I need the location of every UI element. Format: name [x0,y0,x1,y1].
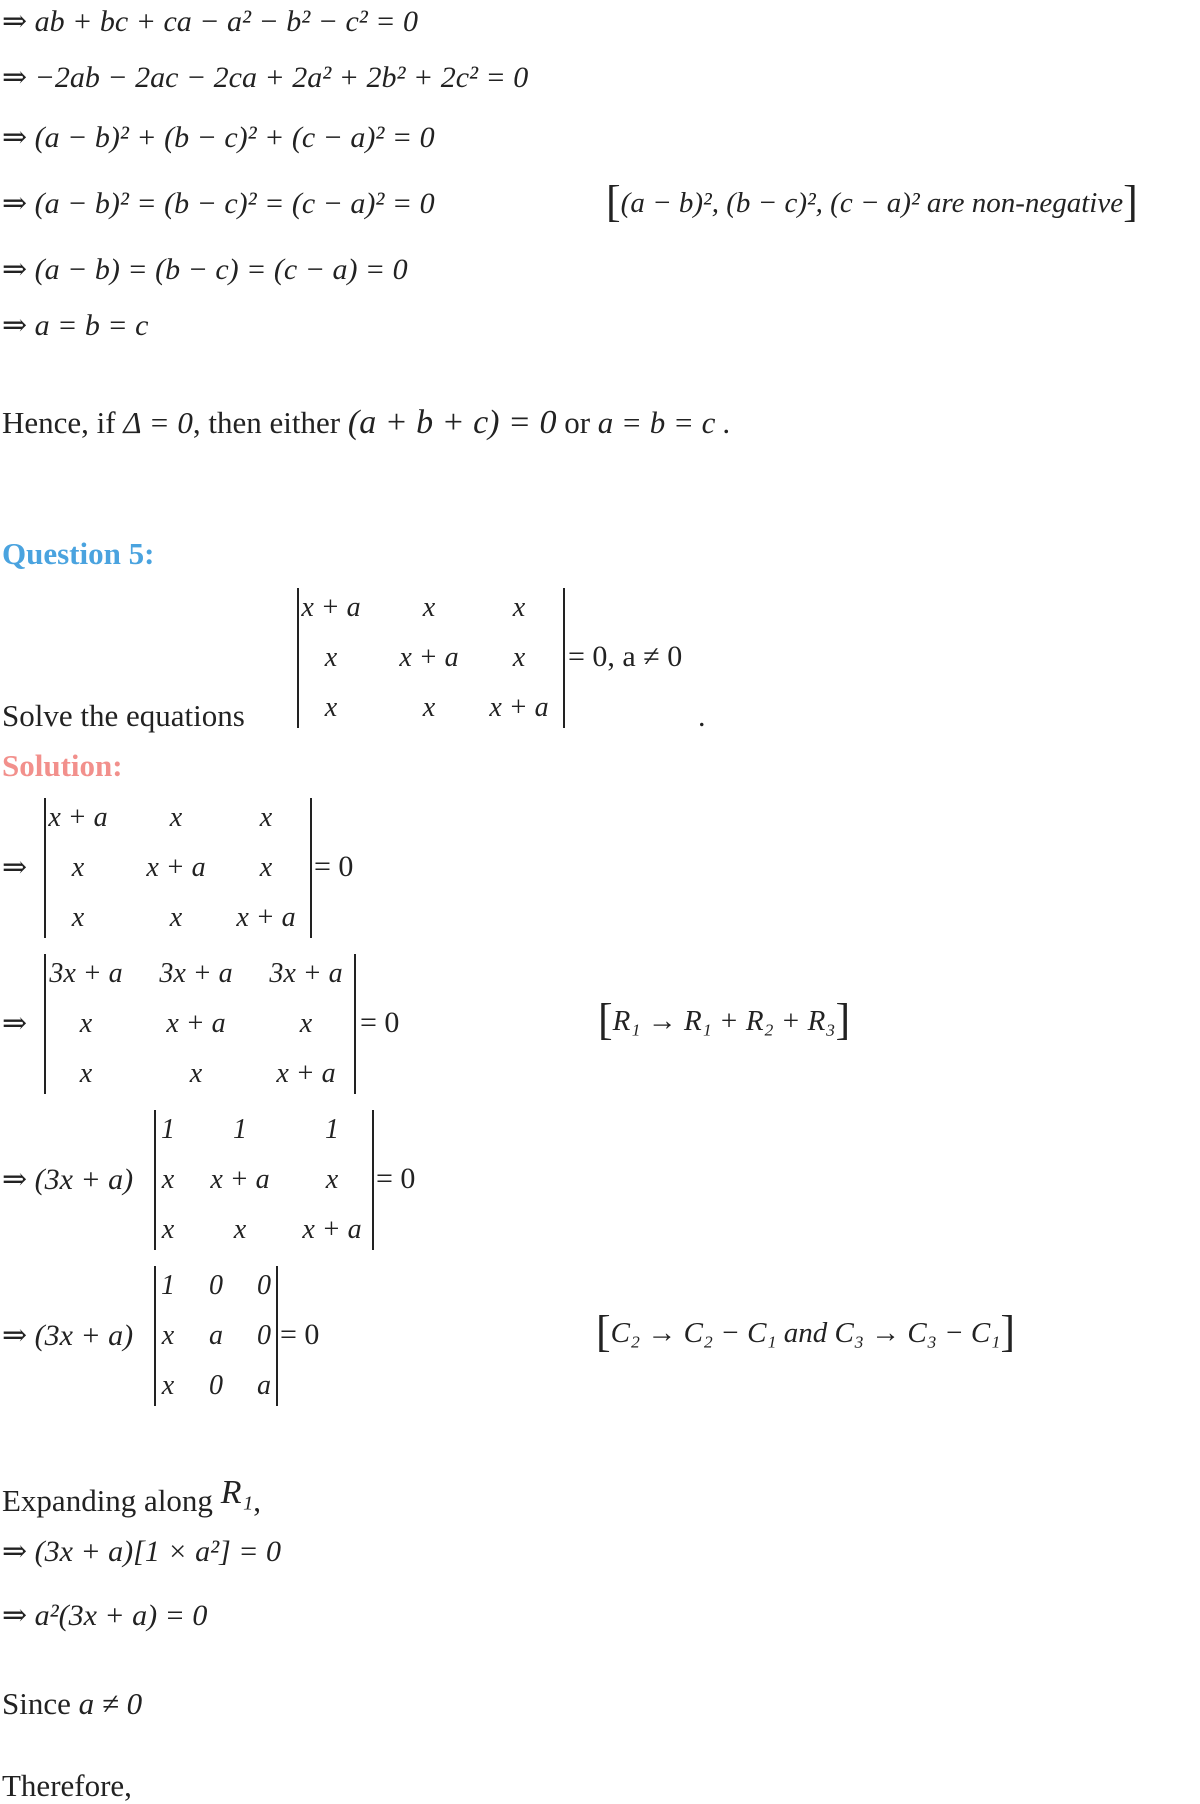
matrix-cell: x + a [301,592,361,623]
matrix-cell: x [161,1164,175,1195]
conclusion-line: Hence, if Δ = 0, then either (a + b + c) = 0 or a = b = c . [2,404,731,441]
step4-note: [C₂ → C₂ − C₁ and C₃ → C₃ − C₁] [596,1307,1015,1356]
question-prompt: Solve the equations [2,698,245,733]
matrix-cell: x + a [236,902,296,933]
matrix-cell: x [259,802,273,833]
step2-rhs: = 0 [360,1006,400,1039]
close-bracket-icon: ] [1123,177,1138,226]
step4-prefix: ⇒ (3x + a) [2,1319,134,1352]
matrix-cell: 3x + a [49,958,123,989]
since-line: Since a ≠ 0 [2,1686,143,1721]
matrix-cell: x [324,692,338,723]
after-expand-1: ⇒ (3x + a)[1 × a²] = 0 [2,1535,282,1568]
matrix-cell: x + a [399,642,459,673]
step3-prefix: ⇒ (3x + a) [2,1163,134,1196]
matrix-cell: x [512,592,526,623]
matrix-cell: 3x + a [159,958,233,989]
step-line-3: ⇒ (a − b)² + (b − c)² + (c − a)² = 0 [2,121,435,154]
step-line-4: ⇒ (a − b)² = (b − c)² = (c − a)² = 0 [2,187,435,220]
matrix-cell: x [161,1370,175,1401]
matrix-cell: x [161,1320,175,1351]
matrix-cell: x + a [166,1008,226,1039]
matrix-cell: x [79,1008,93,1039]
matrix-cell: 0 [257,1270,271,1301]
matrix-cell: 0 [257,1320,271,1351]
close-bracket-icon: ] [835,995,851,1044]
after-expand-2: ⇒ a²(3x + a) = 0 [2,1599,208,1632]
step1-prefix: ⇒ [2,851,28,884]
matrix-cell: x [299,1008,313,1039]
question-dot: . [698,700,706,733]
nonneg-note: [(a − b)², (b − c)², (c − a)² are non-negative] [606,177,1138,226]
step3-rhs: = 0 [376,1162,416,1195]
question-determinant [297,588,565,728]
matrix-cell: x + a [276,1058,336,1089]
matrix-cell: x + a [48,802,108,833]
open-bracket-icon: [ [596,1307,611,1356]
matrix-cell: x [169,902,183,933]
open-bracket-icon: [ [606,177,621,226]
step4-determinant [154,1266,278,1406]
matrix-cell: x + a [146,852,206,883]
matrix-cell: 1 [161,1270,175,1301]
matrix-cell: x [79,1058,93,1089]
question-heading: Question 5: [2,536,155,571]
step-line-2: ⇒ −2ab − 2ac − 2ca + 2a² + 2b² + 2c² = 0 [2,61,529,94]
step3-determinant [154,1110,374,1250]
matrix-cell: 0 [209,1270,223,1301]
matrix-cell: x [422,592,436,623]
matrix-cell: 0 [209,1370,223,1401]
matrix-cell: a [209,1320,223,1351]
matrix-cell: 3x + a [269,958,343,989]
step2-determinant [44,954,356,1094]
step-line-5: ⇒ (a − b) = (b − c) = (c − a) = 0 [2,253,408,286]
step-line-1: ⇒ ab + bc + ca − a² − b² − c² = 0 [2,5,419,38]
matrix-cell: a [257,1370,271,1401]
question-rhs: = 0, a ≠ 0 [568,640,683,673]
solution-heading: Solution: [2,748,123,783]
matrix-cell: 1 [233,1114,247,1145]
matrix-cell: x [71,852,85,883]
matrix-cell: x + a [489,692,549,723]
matrix-cell: x [233,1214,247,1245]
matrix-cell: 1 [325,1114,339,1145]
matrix-cell: x + a [302,1214,362,1245]
matrix-cell: x [169,802,183,833]
expanding-line: Expanding along R₁, [2,1474,262,1518]
matrix-cell: x [189,1058,203,1089]
close-bracket-icon: ] [1000,1307,1015,1356]
matrix-cell: x [324,642,338,673]
matrix-cell: x [422,692,436,723]
step2-note: [R₁ → R₁ + R₂ + R₃] [598,995,851,1044]
matrix-cell: x [259,852,273,883]
matrix-cell: 1 [161,1114,175,1145]
step1-rhs: = 0 [314,850,354,883]
open-bracket-icon: [ [598,995,613,1044]
step1-determinant [44,798,312,938]
matrix-cell: x [71,902,85,933]
matrix-cell: x [512,642,526,673]
matrix-cell: x [161,1214,175,1245]
matrix-cell: x [325,1164,339,1195]
step2-prefix: ⇒ [2,1007,28,1040]
step-line-6: ⇒ a = b = c [2,309,149,342]
therefore-line: Therefore, [2,1768,132,1803]
step4-rhs: = 0 [280,1318,320,1351]
matrix-cell: x + a [210,1164,270,1195]
